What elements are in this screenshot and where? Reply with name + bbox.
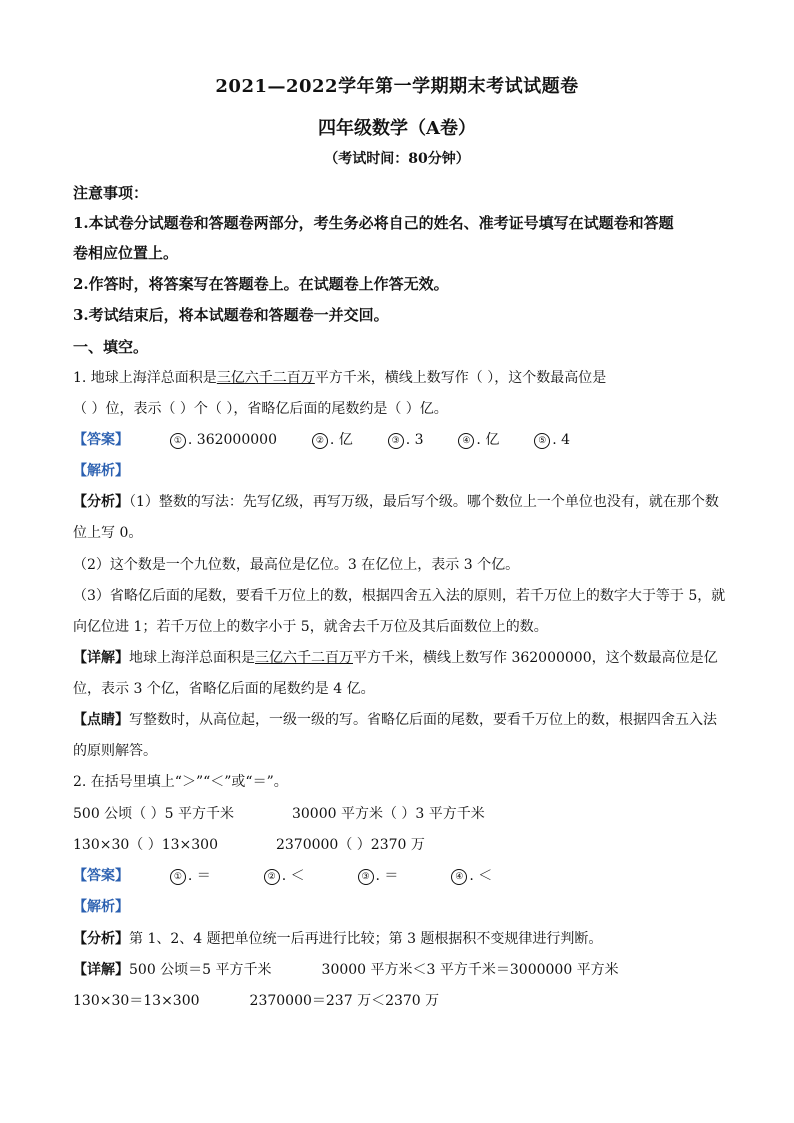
q2-row-2-b: 2370000（ ）2370 万 bbox=[275, 837, 425, 853]
q2-answer-tag: 【答案】 bbox=[73, 868, 129, 884]
q1-fenxi-2: （2）这个数是一个九位数，最高位是亿位。3 在亿位上，表示 3 个亿。 bbox=[73, 557, 520, 573]
q2-row-1-a: 500 公顷（ ）5 平方千米 bbox=[73, 806, 234, 822]
q1-fenxi-3: （3）省略亿后面的尾数，要看千万位上的数，根据四舍五入法的原则，若千万位上的数字大于等于 5，就 bbox=[73, 588, 726, 604]
notice-heading: 注意事项： bbox=[73, 184, 149, 202]
q2-answer-3-num: ③ bbox=[358, 869, 374, 885]
q2-answer-3: ③ . ＝ bbox=[358, 868, 399, 884]
q1-stem-line2: （ ）位，表示（ ）个（ ），省略亿后面的尾数约是（ ）亿。 bbox=[73, 401, 448, 417]
q1-answer-row bbox=[73, 430, 570, 450]
q1-detail-underline: 三亿六千二百万 bbox=[255, 650, 353, 666]
q1-stem-post: 平方千米，横线上数写作（ ），这个数最高位是 bbox=[314, 370, 607, 386]
exam-subtitle: 四年级数学（A卷） bbox=[318, 118, 476, 139]
q2-answer-1: ① . ＝ bbox=[170, 868, 211, 884]
exam-title: 2021—2022学年第一学期期末考试试题卷 bbox=[215, 76, 579, 97]
q2-fenxi: 【分析】第 1、2、4 题把单位统一后再进行比较；第 3 题根据积不变规律进行判断。 bbox=[73, 931, 603, 947]
q1-fenxi-tag: 【分析】 bbox=[73, 494, 129, 510]
q2-row-2-a: 130×30（ ）13×300 bbox=[73, 837, 218, 853]
q2-answer-2: ② . ＜ bbox=[264, 868, 305, 884]
q1-answer-1: ① . 362000000 bbox=[170, 432, 277, 448]
q2-row-1-b: 30000 平方米（ ）3 平方千米 bbox=[291, 806, 485, 822]
notice-item-1-cont: 卷相应位置上。 bbox=[73, 244, 179, 262]
q1-stem-pre: 1. 地球上海洋总面积是 bbox=[73, 370, 217, 386]
exam-time: （考试时间：80分钟） bbox=[324, 151, 470, 167]
q1-answer-tag: 【答案】 bbox=[73, 432, 129, 448]
notice-item-1: 1.本试卷分试题卷和答题卷两部分，考生务必将自己的姓名、准考证号填写在试题卷和答题 bbox=[73, 214, 674, 232]
q1-answer-3-num: ③ bbox=[388, 433, 404, 449]
q1-stem-underline: 三亿六千二百万 bbox=[216, 370, 315, 386]
notice-item-3: 3.考试结束后，将本试题卷和答题卷一并交回。 bbox=[73, 306, 389, 324]
notice-item-2: 2.作答时，将答案写在答题卷上。在试题卷上作答无效。 bbox=[73, 275, 449, 293]
q1-fenxi-1b: 位上写 0。 bbox=[73, 525, 143, 541]
q1-comment-2: 的原则解答。 bbox=[73, 743, 157, 759]
q2-answer-4: ④ . ＜ bbox=[451, 868, 492, 884]
q1-answer-2: ② . 亿 bbox=[312, 432, 353, 448]
q1-answer-4: ④ . 亿 bbox=[458, 432, 499, 448]
q2-answer-4-num: ④ bbox=[451, 869, 467, 885]
q2-row-2 bbox=[73, 835, 425, 855]
q2-detail-2: 130×30＝13×300 2370000＝237 万＜2370 万 bbox=[73, 993, 440, 1009]
section-heading: 一、填空。 bbox=[73, 338, 149, 356]
q1-comment-tag: 【点睛】 bbox=[73, 712, 129, 728]
q1-answer-1-num: ① bbox=[170, 433, 186, 449]
q1-stem bbox=[73, 368, 606, 388]
q1-answer-4-num: ④ bbox=[458, 433, 474, 449]
q2-answer-2-num: ② bbox=[264, 869, 280, 885]
q2-row-1 bbox=[73, 804, 485, 824]
q1-fenxi-3b: 向亿位进 1；若千万位上的数字小于 5，就舍去千万位及其后面数位上的数。 bbox=[73, 619, 548, 635]
q2-answer-1-num: ① bbox=[170, 869, 186, 885]
q2-stem: 2. 在括号里填上“＞”“＜”或“＝”。 bbox=[73, 774, 288, 790]
q1-answer-2-num: ② bbox=[312, 433, 328, 449]
q1-detail-tag: 【详解】 bbox=[73, 650, 129, 666]
q1-detail: 【详解】地球上海洋总面积是三亿六千二百万平方千米，横线上数写作 362000000，这个数最高位是亿 bbox=[73, 650, 718, 666]
q2-fenxi-tag: 【分析】 bbox=[73, 931, 129, 947]
q1-detail-2: 位，表示 3 个亿，省略亿后面的尾数约是 4 亿。 bbox=[73, 681, 375, 697]
q2-analysis-tag: 【解析】 bbox=[73, 899, 129, 915]
q1-answer-5-num: ⑤ bbox=[534, 433, 550, 449]
q2-detail-1: 【详解】500 公顷＝5 平方千米 30000 平方米＜3 平方千米＝3000000 平方米 bbox=[73, 962, 619, 978]
q2-answer-row bbox=[73, 866, 492, 886]
q1-fenxi-1: 【分析】（1）整数的写法：先写亿级，再写万级，最后写个级。哪个数位上一个单位也没有，就在那个数 bbox=[73, 494, 719, 510]
q1-comment: 【点睛】写整数时，从高位起，一级一级的写。省略亿后面的尾数，要看千万位上的数，根据四舍五入法 bbox=[73, 712, 717, 728]
q1-answer-5: ⑤ . 4 bbox=[534, 432, 570, 448]
q2-detail-tag: 【详解】 bbox=[73, 962, 129, 978]
q1-analysis-tag: 【解析】 bbox=[73, 463, 129, 479]
q1-answer-3: ③ . 3 bbox=[388, 432, 424, 448]
